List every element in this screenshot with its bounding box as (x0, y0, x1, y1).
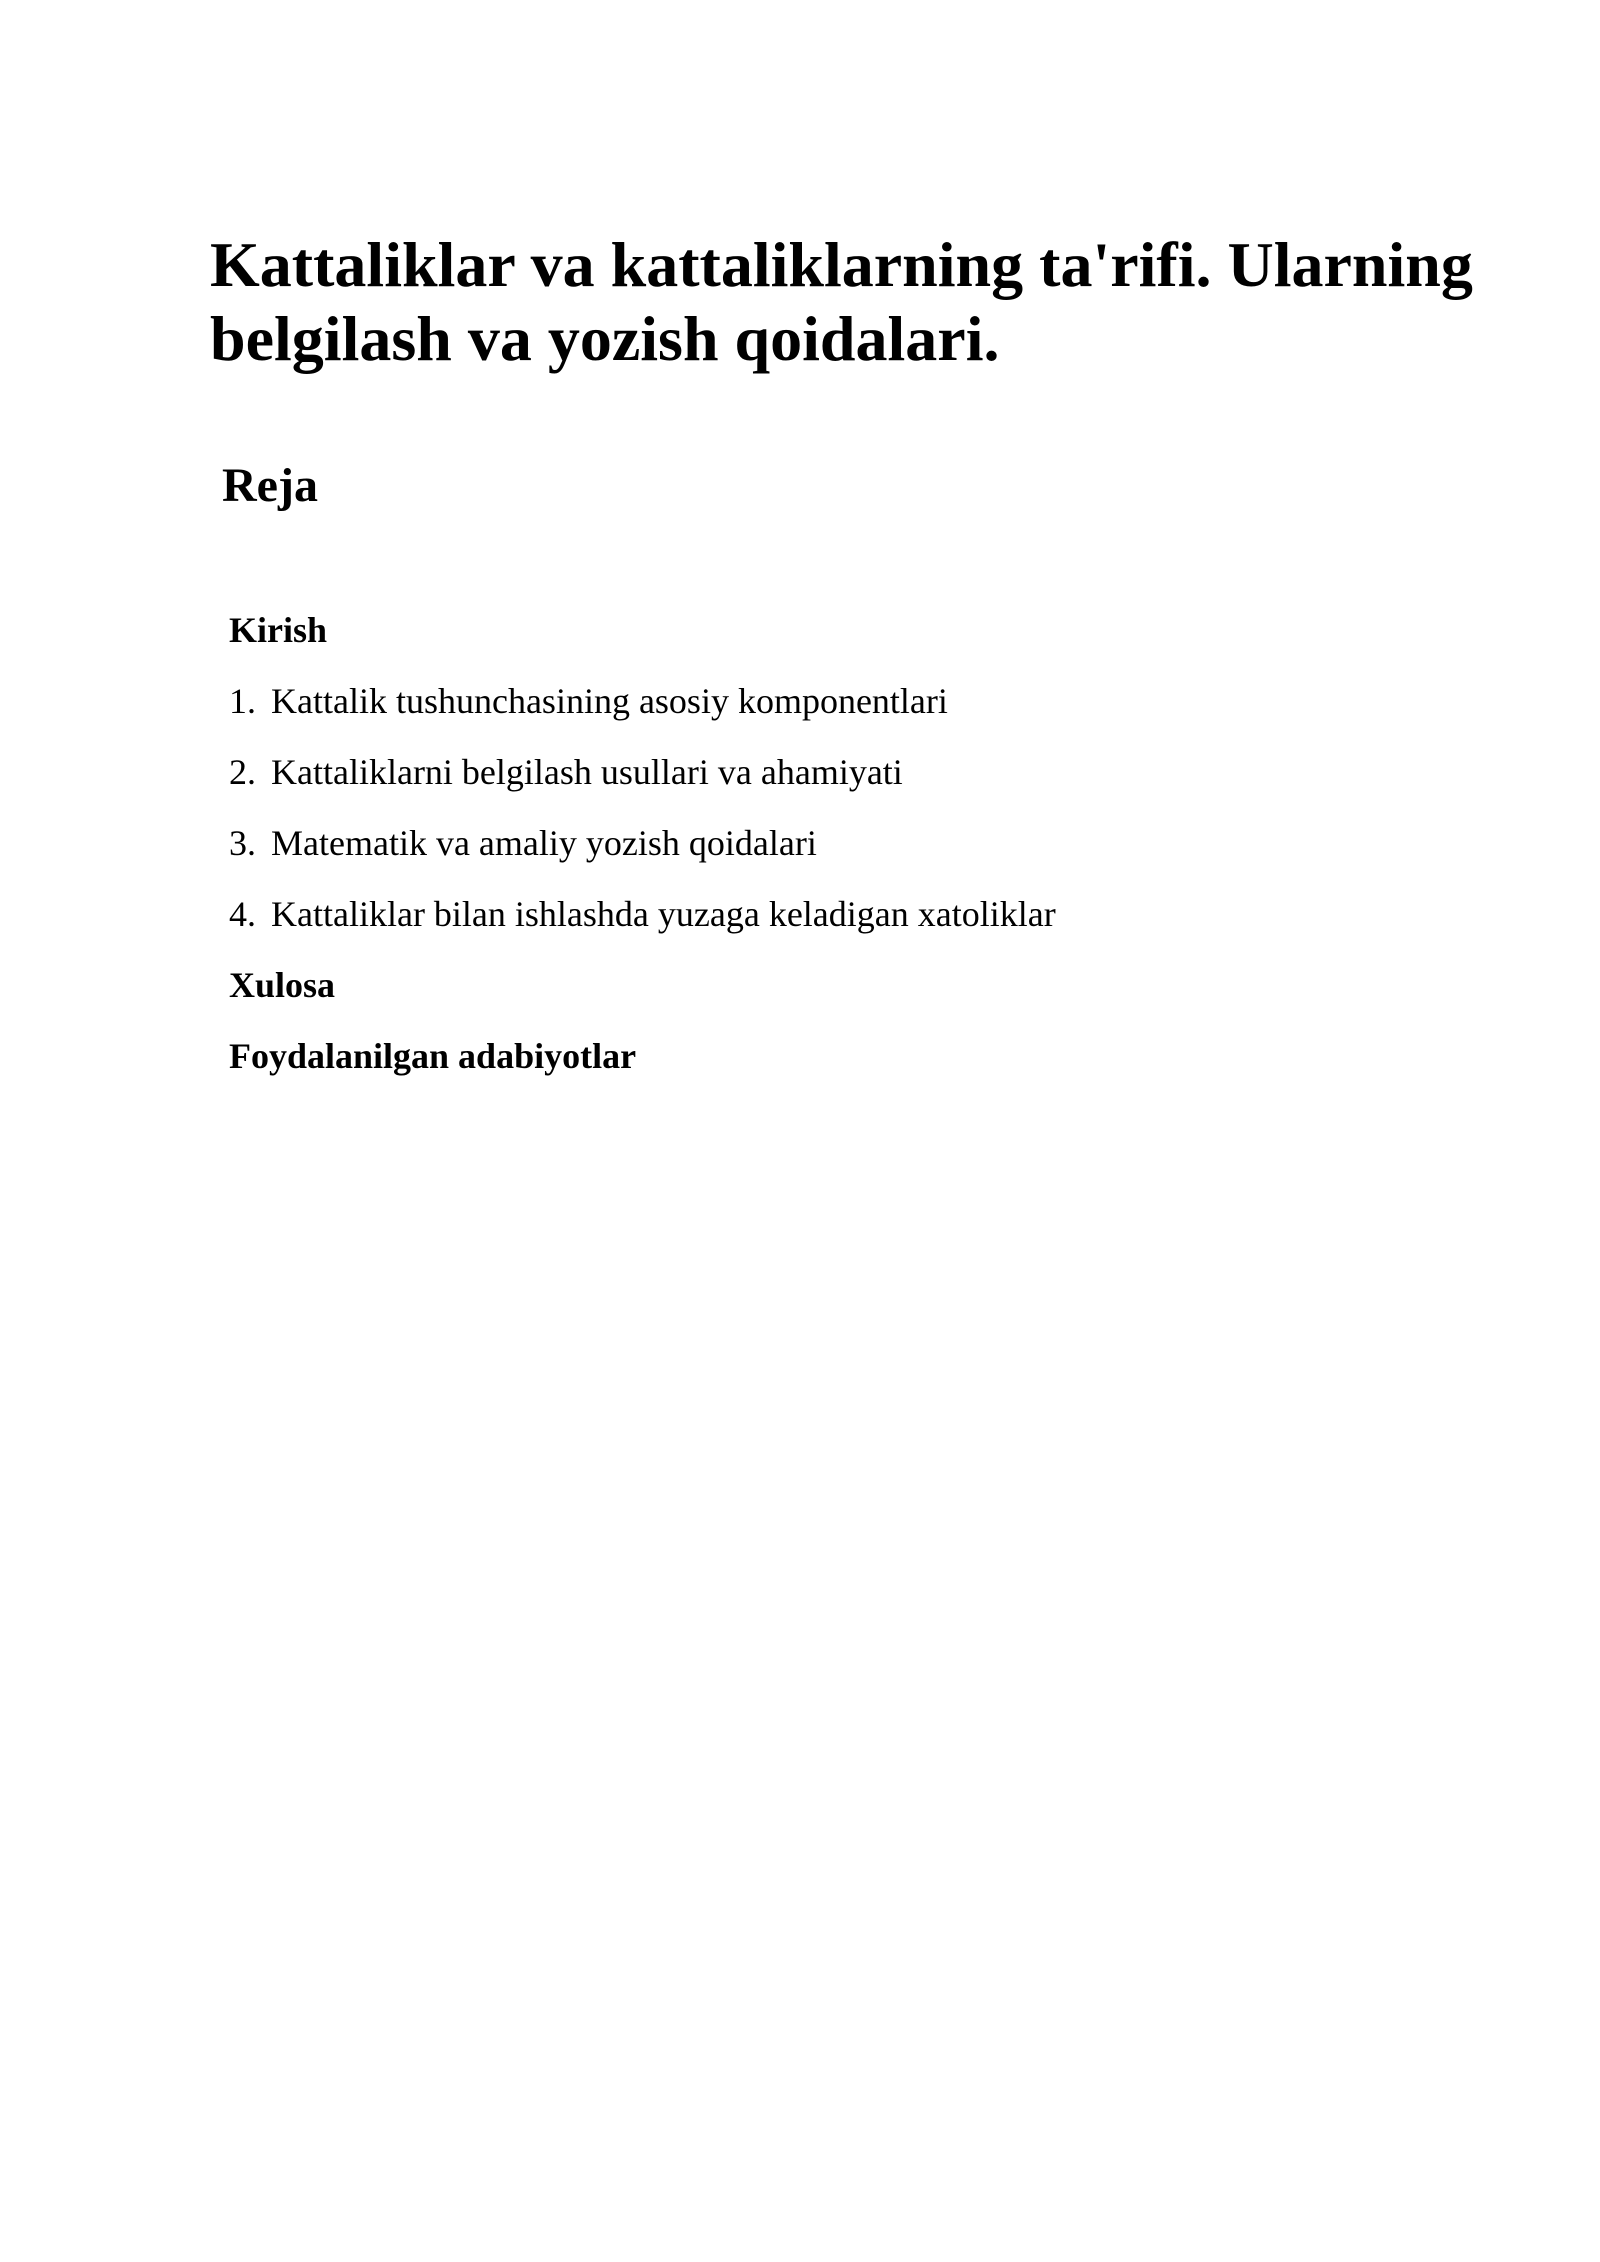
plan-heading: Reja (222, 459, 318, 512)
plan-item-text: Kattaliklarni belgilash usullari va ahamiyati (271, 752, 903, 792)
plan-list (229, 600, 1429, 1097)
plan-item (229, 884, 1429, 955)
plan-item-text: Kattalik tushunchasining asosiy komponentlari (271, 681, 948, 721)
plan-item (229, 742, 1429, 813)
plan-item-number: 4. (229, 894, 256, 934)
plan-item-text: Matematik va amaliy yozish qoidalari (271, 823, 817, 863)
plan-intro: Kirish (229, 610, 328, 650)
plan-item (229, 813, 1429, 884)
plan-item (229, 671, 1429, 742)
plan-item-number: 2. (229, 752, 256, 792)
plan-item-number: 1. (229, 681, 256, 721)
document-title: Kattaliklar va kattaliklarning ta'rifi. Ularning belgilash va yozish qoidalari. (210, 229, 1473, 374)
plan-item-number: 3. (229, 823, 256, 863)
plan-item-text: Kattaliklar bilan ishlashda yuzaga keladigan xatoliklar (271, 894, 1056, 934)
plan-conclusion: Xulosa (229, 965, 336, 1005)
plan-references: Foydalanilgan adabiyotlar (229, 1036, 637, 1076)
